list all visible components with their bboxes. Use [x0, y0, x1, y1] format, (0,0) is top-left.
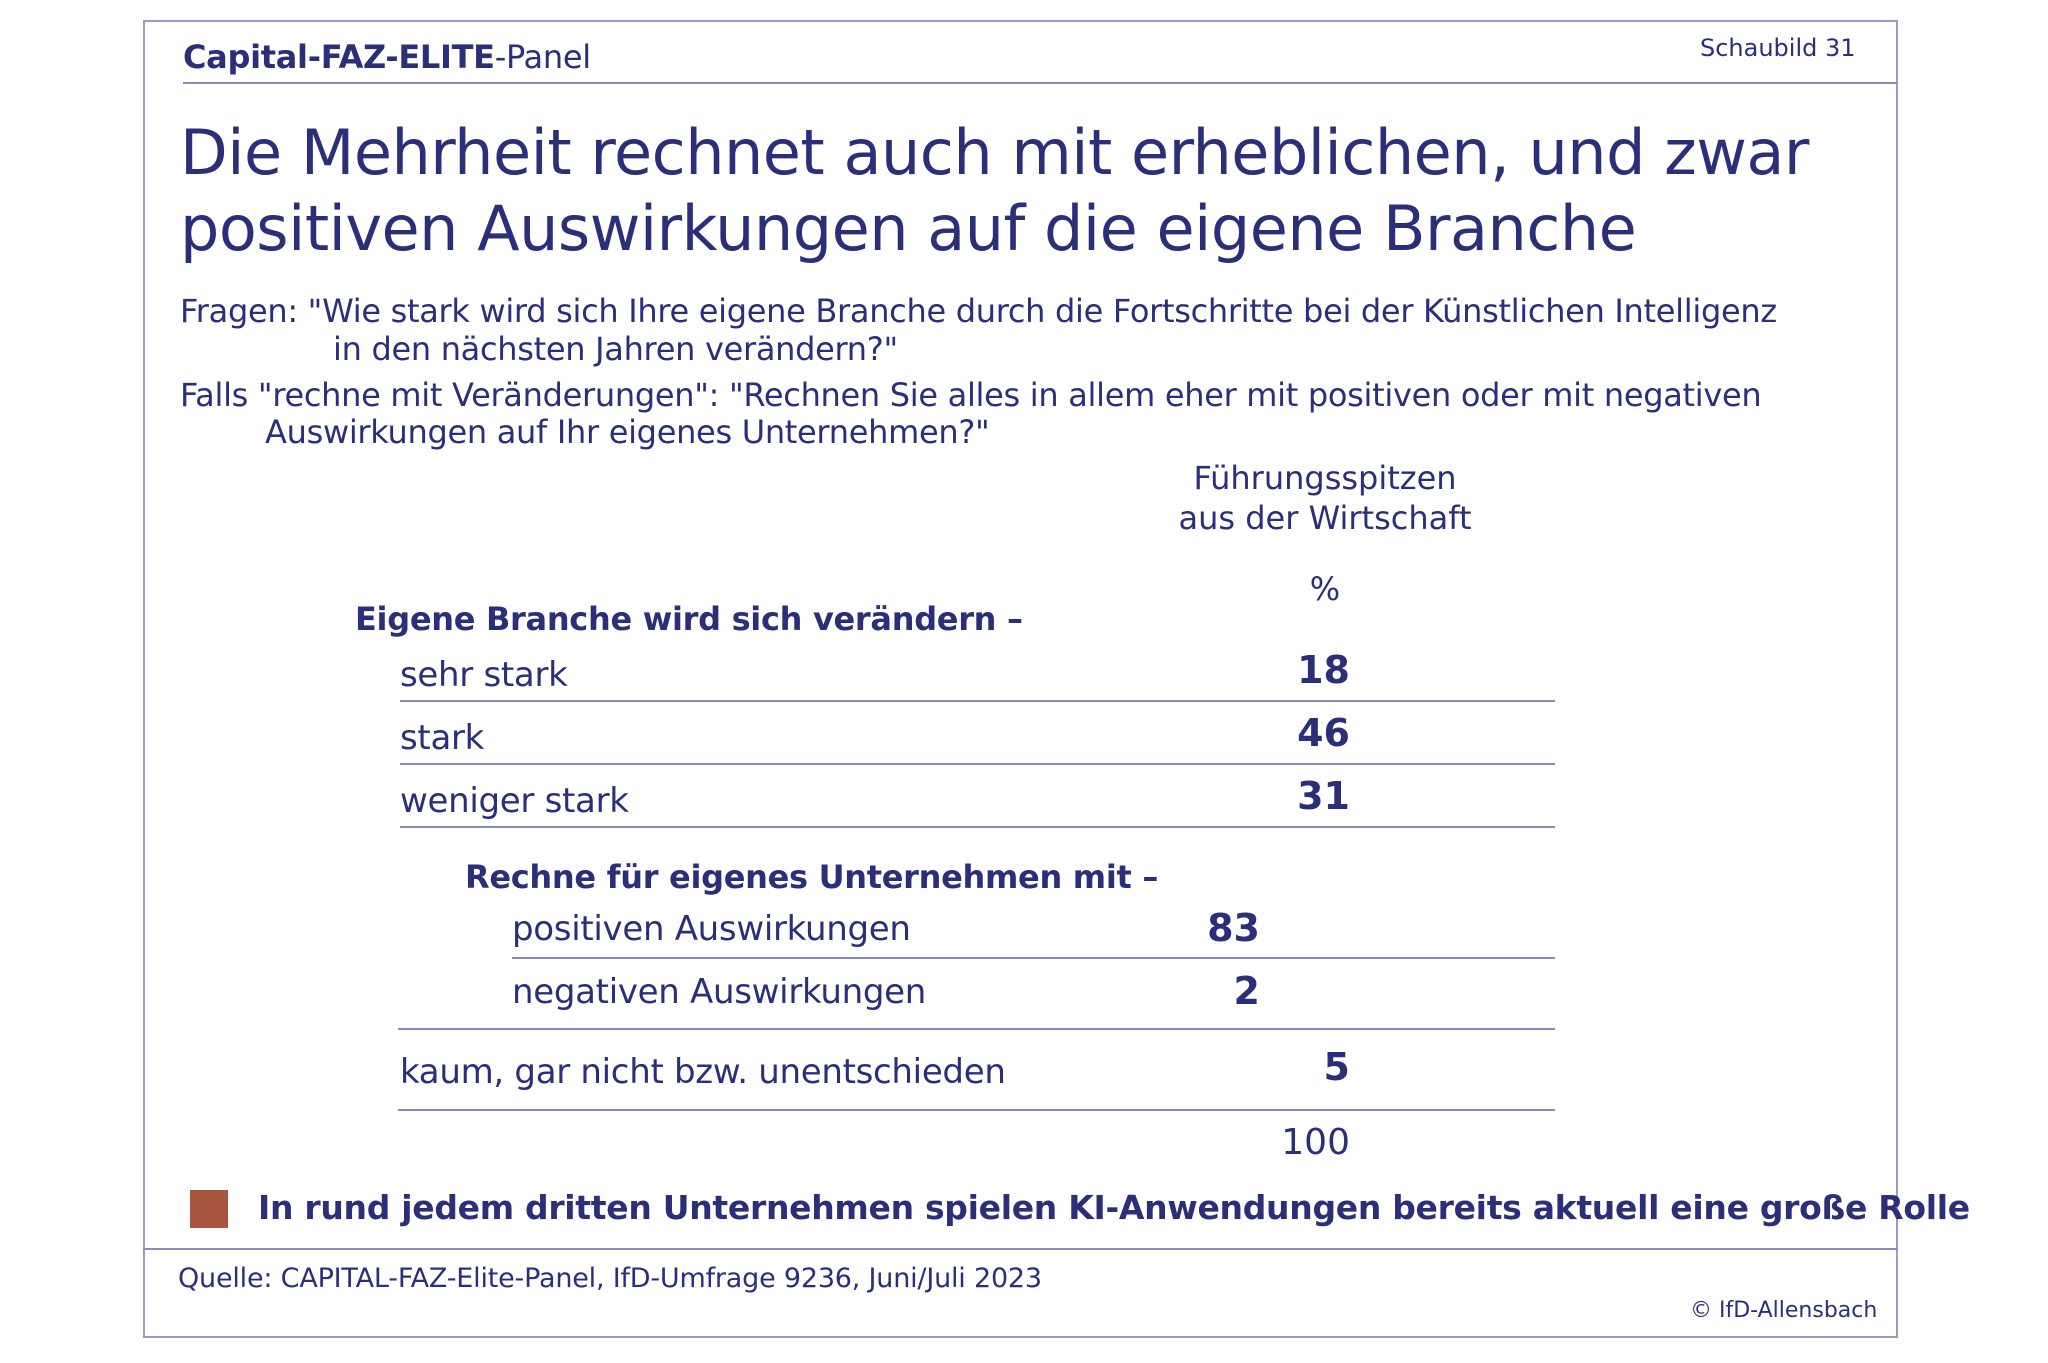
- title-line-1: Die Mehrheit rechnet auch mit erheblichen, und zwar: [180, 116, 1809, 189]
- section-heading-company: Rechne für eigenes Unternehmen mit –: [465, 858, 1159, 896]
- column-header-line-2: aus der Wirtschaft: [1178, 499, 1472, 537]
- copyright: © IfD-Allensbach: [1690, 1298, 1878, 1323]
- row-value-weniger-stark: 31: [1297, 774, 1350, 818]
- column-header: [1125, 458, 1525, 538]
- row-rule: [400, 763, 1555, 765]
- brand-regular: -Panel: [494, 38, 591, 76]
- question-1-line-1: Fragen: "Wie stark wird sich Ihre eigene Branche durch die Fortschritte bei der Künstlichen Intelligenz: [180, 292, 1777, 330]
- row-label-undecided: kaum, gar nicht bzw. unentschieden: [400, 1052, 1006, 1092]
- total-rule: [398, 1109, 1555, 1111]
- column-header-line-1: Führungsspitzen: [1193, 459, 1457, 497]
- key-finding-note: In rund jedem dritten Unternehmen spielen KI-Anwendungen bereits aktuell eine große Rolle: [258, 1188, 1970, 1227]
- question-2-line-1: Falls "rechne mit Veränderungen": "Rechnen Sie alles in allem eher mit positiven oder mit negativen: [180, 376, 1762, 414]
- page-title: [180, 115, 1809, 267]
- subrow-value-negative: 2: [1233, 969, 1260, 1013]
- note-bullet-square: [190, 1190, 228, 1228]
- row-rule: [398, 1028, 1555, 1030]
- chart-number: Schaubild 31: [1700, 34, 1856, 62]
- header-rule: [183, 82, 1898, 84]
- question-1-line-2: in den nächsten Jahren verändern?": [333, 330, 898, 368]
- row-value-stark: 46: [1297, 711, 1350, 755]
- source-line: Quelle: CAPITAL-FAZ-Elite-Panel, IfD-Umfrage 9236, Juni/Juli 2023: [178, 1263, 1042, 1294]
- subrow-rule: [512, 957, 1555, 959]
- question-2-line-2: Auswirkungen auf Ihr eigenes Unternehmen?": [265, 413, 990, 451]
- brand-bold: Capital-FAZ-ELITE: [183, 38, 495, 76]
- total-value: 100: [1281, 1122, 1350, 1163]
- unit-label: %: [1309, 570, 1341, 608]
- section-heading-branch: Eigene Branche wird sich verändern –: [355, 600, 1023, 638]
- panel-brand: [183, 38, 591, 76]
- row-value-sehr-stark: 18: [1297, 648, 1350, 692]
- title-line-2: positiven Auswirkungen auf die eigene Branche: [180, 192, 1637, 265]
- row-value-undecided: 5: [1323, 1045, 1350, 1089]
- row-label-sehr-stark: sehr stark: [400, 655, 568, 695]
- row-label-weniger-stark: weniger stark: [400, 781, 629, 821]
- subrow-value-positive: 83: [1207, 906, 1260, 950]
- footer-rule: [143, 1248, 1898, 1250]
- row-rule: [400, 826, 1555, 828]
- row-label-stark: stark: [400, 718, 485, 758]
- row-rule: [400, 700, 1555, 702]
- subrow-label-positive: positiven Auswirkungen: [512, 909, 911, 949]
- subrow-label-negative: negativen Auswirkungen: [512, 972, 927, 1012]
